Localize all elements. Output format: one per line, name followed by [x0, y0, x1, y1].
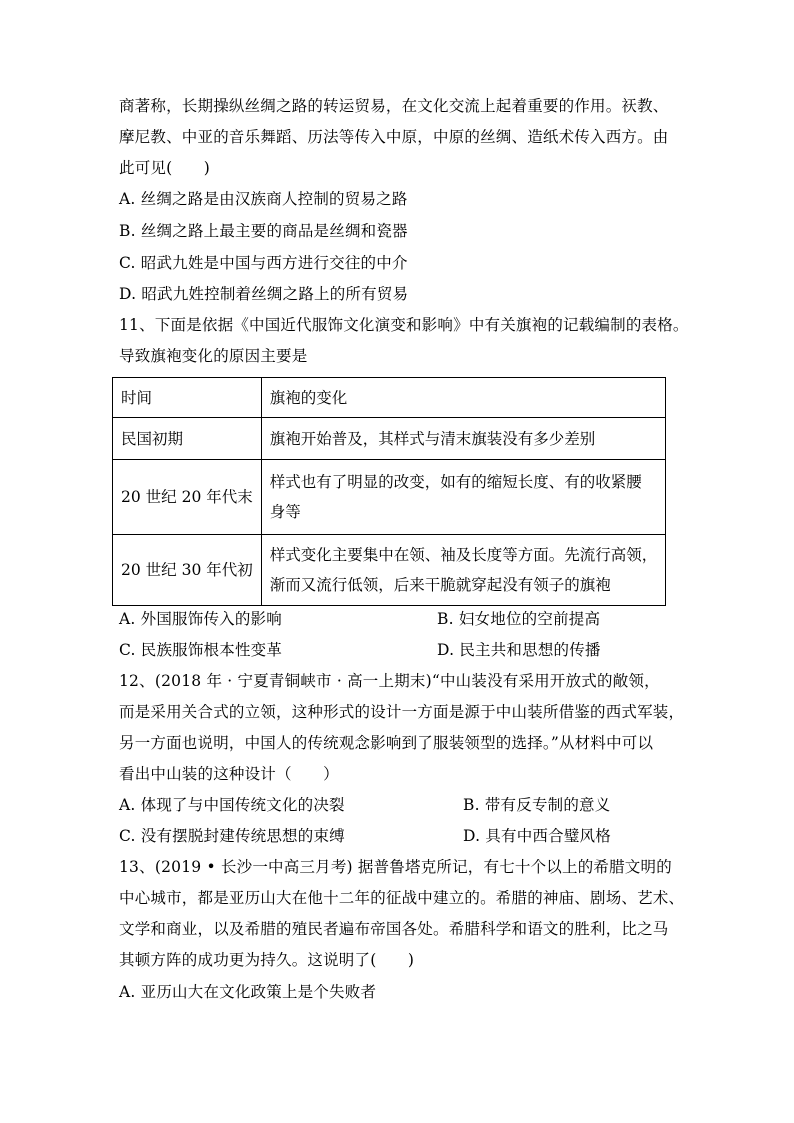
q12-option-d[interactable]: D. 具有中西合璧风格 [463, 827, 611, 845]
table-cell-period: 20 世纪 30 年代初 [113, 535, 262, 606]
q13-stem-line-2: 中心城市，都是亚历山大在他十二年的征战中建立的。希腊的神庙、剧场、艺术、 [119, 889, 685, 907]
table-header-change: 旗袍的变化 [261, 378, 666, 418]
q13-stem-line-4: 其顿方阵的成功更为持久。这说明了( ) [119, 951, 415, 969]
qipao-table [112, 377, 666, 606]
q13-stem-line-1: 13、(2019 • 长沙一中高三月考) 据普鲁塔克所记，有七十个以上的希腊文明的 [119, 858, 672, 876]
q11-option-a[interactable]: A. 外国服饰传入的影响 [119, 610, 282, 628]
table-cell-change-line: 身等 [269, 503, 301, 521]
q13-stem-line-3: 文学和商业，以及希腊的殖民者遍布帝国各处。希腊科学和语文的胜利，比之马 [119, 920, 669, 938]
q12-stem-line-2: 而是采用关合式的立领，这种形式的设计一方面是源于中山装所借鉴的西式军装， [119, 703, 685, 721]
table-cell-period: 20 世纪 20 年代末 [113, 460, 262, 535]
q10-option-c[interactable]: C. 昭武九姓是中国与西方进行交往的中介 [119, 254, 408, 272]
table-cell-change-line: 样式变化主要集中在领、袖及长度等方面。先流行高领， [269, 546, 658, 564]
table-header-row [113, 378, 666, 418]
q10-option-d[interactable]: D. 昭武九姓控制着丝绸之路上的所有贸易 [119, 285, 409, 303]
q10-passage-line-3: 此可见( ) [119, 159, 210, 177]
table-cell-change [261, 460, 666, 535]
table-row [113, 535, 666, 606]
q12-stem-line-3: 另一方面也说明，中国人的传统观念影响到了服装领型的选择。”从材料中可以 [119, 734, 654, 752]
q10-option-a[interactable]: A. 丝绸之路是由汉族商人控制的贸易之路 [119, 190, 408, 208]
table-cell-change [261, 535, 666, 606]
q12-stem-line-1: 12、(2018 年 · 宁夏青铜峡市 · 高一上期末)“中山装没有采用开放式的敞领， [119, 672, 660, 690]
q12-option-b[interactable]: B. 带有反专制的意义 [463, 796, 611, 814]
table-cell-period: 民国初期 [113, 418, 262, 460]
q13-option-a[interactable]: A. 亚历山大在文化政策上是个失败者 [119, 983, 377, 1001]
q10-passage-line-2: 摩尼教、中亚的音乐舞蹈、历法等传入中原，中原的丝绸、造纸术传入西方。由 [119, 128, 669, 146]
q12-option-a[interactable]: A. 体现了与中国传统文化的决裂 [119, 796, 345, 814]
q11-stem-line-1: 11、下面是依据《中国近代服饰文化演变和影响》中有关旗袍的记载编制的表格。 [119, 316, 689, 334]
table-cell-change [261, 418, 666, 460]
q11-stem-line-2: 导致旗袍变化的原因主要是 [119, 347, 308, 365]
q10-passage-line-1: 商著称，长期操纵丝绸之路的转运贸易，在文化交流上起着重要的作用。祆教、 [119, 97, 669, 115]
q11-option-b[interactable]: B. 妇女地位的空前提高 [437, 610, 601, 628]
table-cell-change-line: 渐而又流行低领，后来干脆就穿起没有领子的旗袍 [269, 576, 611, 594]
table-row [113, 460, 666, 535]
q11-option-c[interactable]: C. 民族服饰根本性变革 [119, 641, 283, 659]
table-row [113, 418, 666, 460]
q12-option-c[interactable]: C. 没有摆脱封建传统思想的束缚 [119, 827, 345, 845]
table-cell-change-line: 样式也有了明显的改变，如有的缩短长度、有的收紧腰 [269, 473, 642, 491]
q10-option-b[interactable]: B. 丝绸之路上最主要的商品是丝绸和瓷器 [119, 222, 408, 240]
table-header-time: 时间 [113, 378, 262, 418]
q12-stem-line-4: 看出中山装的这种设计（ ） [119, 765, 339, 783]
table-cell-change-line: 旗袍开始普及，其样式与清末旗装没有多少差别 [269, 429, 596, 448]
q11-option-d[interactable]: D. 民主共和思想的传播 [437, 641, 601, 659]
